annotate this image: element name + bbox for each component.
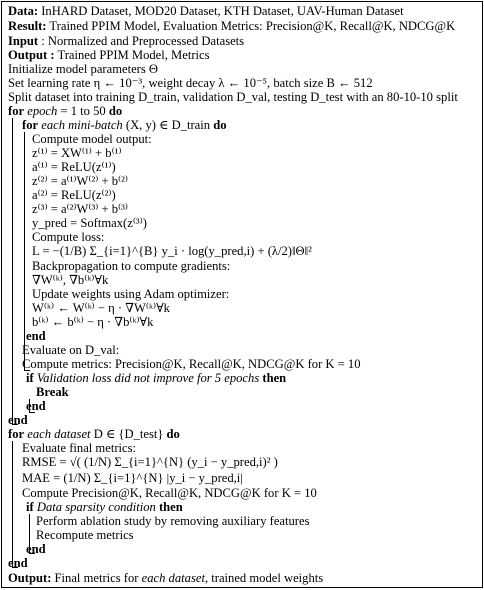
line-metrics-final: Compute Precision@K, Recall@K, NDCG@K for K = 10 (22, 486, 317, 500)
line-input: Input : Normalized and Preprocessed Datasets (8, 34, 245, 48)
algorithm-box (1, 1, 483, 588)
line-z3: z⁽³⁾ = a⁽²⁾W⁽³⁾ + b⁽³⁾ (32, 202, 129, 216)
line-break: Break (36, 385, 69, 399)
batch-loop-rule (24, 132, 25, 370)
line-recompute: Recompute metrics (36, 528, 134, 542)
line-rmse: RMSE = √( (1/N) Σ_{i=1}^{N} (y_i − y_pred,i)² ) (22, 455, 278, 469)
line-ablation: Perform ablation study by removing auxiliary features (36, 514, 310, 528)
line-metrics-val: Compute metrics: Precision@K, Recall@K, NDCG@K for K = 10 (22, 357, 361, 371)
line-loss-formula: L = −(1/B) Σ_{i=1}^{B} y_i · log(y_pred,i) + (λ/2)‖Θ‖² (32, 244, 312, 258)
line-for-batch: for each mini-batch (X, y) ∈ D_train do (22, 118, 227, 132)
line-end-dataset: end (8, 556, 28, 570)
line-z1: z⁽¹⁾ = XW⁽¹⁾ + b⁽¹⁾ (32, 146, 122, 160)
line-init: Initialize model parameters Θ (8, 62, 159, 76)
line-end-if-sparsity: end (26, 542, 46, 556)
line-compute-loss: Compute loss: (32, 230, 105, 244)
line-mae: MAE = (1/N) Σ_{i=1}^{N} |y_i − y_pred,i| (22, 471, 243, 485)
line-w-update: W⁽ᵏ⁾ ← W⁽ᵏ⁾ − η · ∇W⁽ᵏ⁾∀k (32, 301, 170, 315)
line-result: Result: Trained PPIM Model, Evaluation Metrics: Precision@K, Recall@K, NDCG@K (8, 19, 456, 33)
line-data: Data: InHARD Dataset, MOD20 Dataset, KTH Dataset, UAV-Human Dataset (8, 4, 404, 18)
line-ypred: y_pred = Softmax(z⁽³⁾) (32, 216, 147, 230)
line-for-dataset: for each dataset D ∈ {D_test} do (8, 427, 180, 441)
line-backprop: Backpropagation to compute gradients: (32, 259, 231, 273)
line-for-epoch: for epoch = 1 to 50 do (8, 104, 123, 118)
line-a2: a⁽²⁾ = ReLU(z⁽²⁾) (32, 188, 116, 202)
line-if-validation: if Validation loss did not improve for 5 epochs then (26, 371, 287, 385)
line-eval-final: Evaluate final metrics: (22, 441, 136, 455)
line-a1: a⁽¹⁾ = ReLU(z⁽¹⁾) (32, 160, 116, 174)
line-output: Output : Trained PPIM Model, Metrics (8, 48, 210, 62)
line-z2: z⁽²⁾ = a⁽¹⁾W⁽²⁾ + b⁽²⁾ (32, 174, 129, 188)
line-b-update: b⁽ᵏ⁾ ← b⁽ᵏ⁾ − η · ∇b⁽ᵏ⁾∀k (32, 315, 154, 329)
line-learning-rate: Set learning rate η ← 10⁻³, weight decay λ ← 10⁻⁵, batch size B ← 512 (8, 76, 373, 90)
line-split: Split dataset into training D_train, validation D_val, testing D_test with an 80-10-10 split (8, 90, 458, 104)
line-end-batch: end (26, 329, 46, 343)
line-compute-output: Compute model output: (32, 132, 152, 146)
line-end-epoch: end (8, 413, 28, 427)
line-gradients: ∇W⁽ᵏ⁾, ∇b⁽ᵏ⁾∀k (32, 273, 109, 287)
line-if-sparsity: if Data sparsity condition then (26, 500, 183, 514)
epoch-loop-rule (12, 118, 13, 424)
line-end-if-val: end (26, 399, 46, 413)
line-adam: Update weights using Adam optimizer: (32, 287, 230, 301)
dataset-loop-rule (12, 441, 13, 567)
line-output-final: Output: Final metrics for each dataset, trained model weights (8, 571, 324, 585)
line-eval-val: Evaluate on D_val: (22, 343, 120, 357)
